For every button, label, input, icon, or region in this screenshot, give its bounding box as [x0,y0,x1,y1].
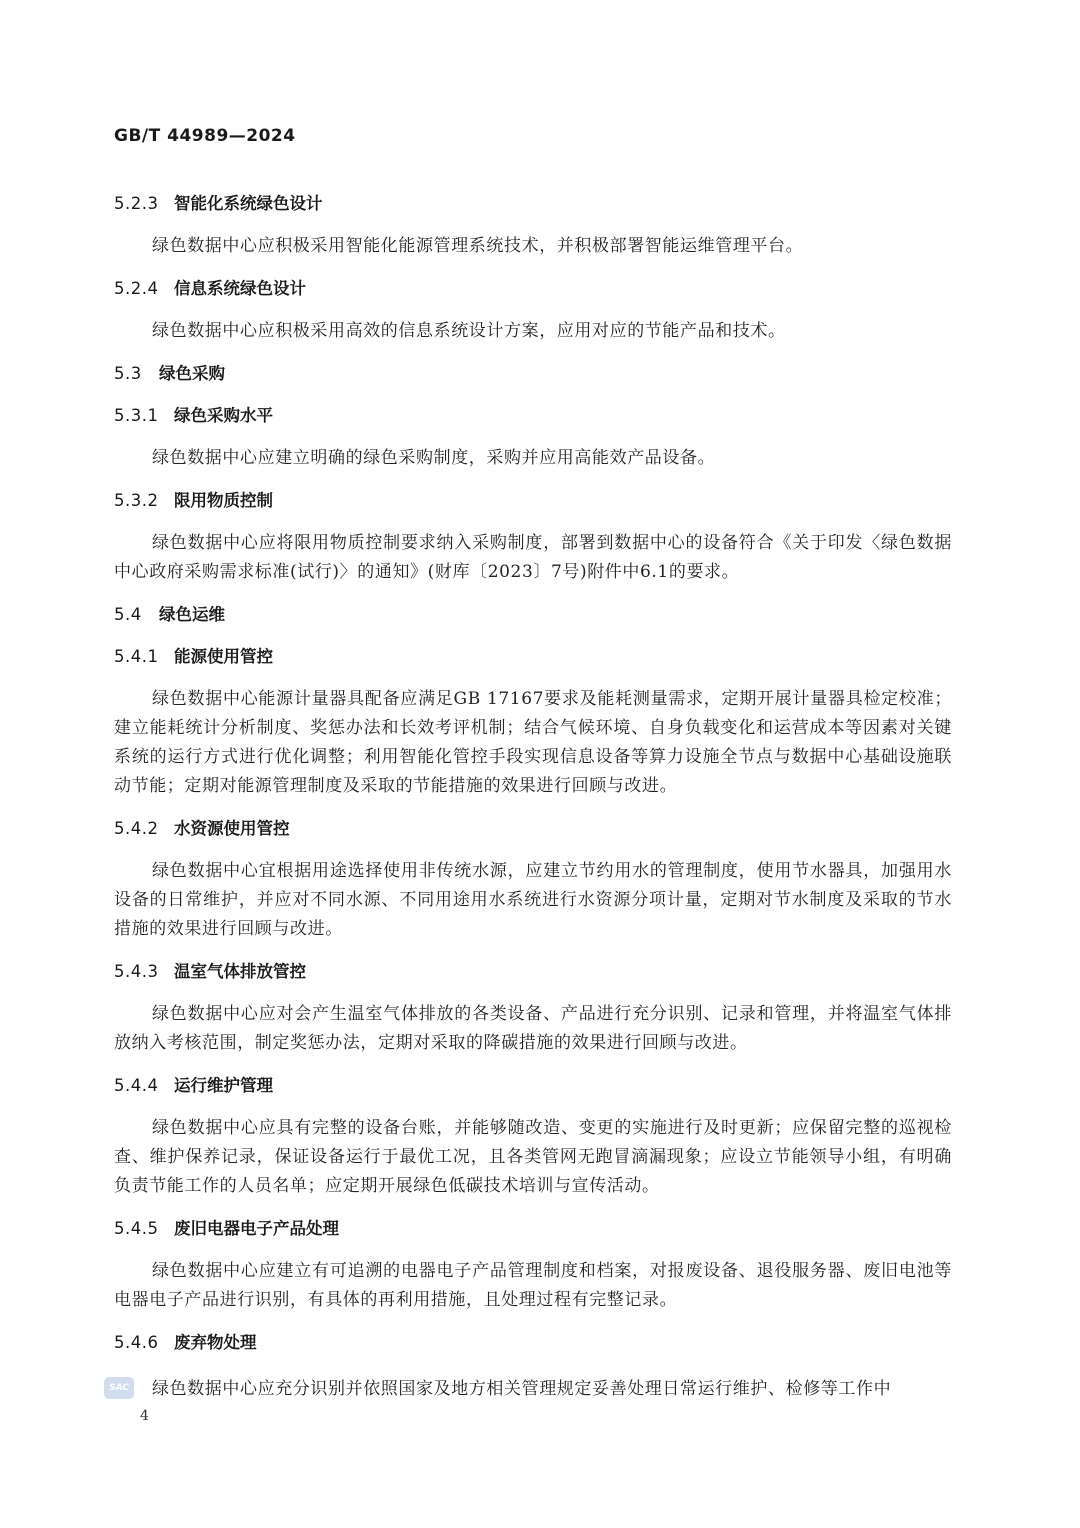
section-number: 5.4.3 [114,962,159,981]
heading-5-3-2 [114,487,952,515]
section-title: 信息系统绿色设计 [174,279,306,298]
paragraph-5-4-3: 绿色数据中心应对会产生温室气体排放的各类设备、产品进行充分识别、记录和管理，并将温室气体排放纳入考核范围，制定奖惩办法，定期对采取的降碳措施的效果进行回顾与改进。 [114,1004,952,1053]
sac-logo-icon: SAC [104,1377,134,1399]
section-number: 5.4 [114,605,142,624]
heading-5-4-6 [114,1329,952,1357]
paragraph-5-4-5: 绿色数据中心应建立有可追溯的电器电子产品管理制度和档案，对报废设备、退役服务器、废旧电池等电器电子产品进行识别，有具体的再利用措施，且处理过程有完整记录。 [114,1261,952,1310]
section-title: 智能化系统绿色设计 [174,194,323,213]
section-number: 5.2.4 [114,279,159,298]
section-title: 能源使用管控 [174,647,273,666]
section-title: 绿色运维 [159,605,225,624]
paragraph-5-4-2: 绿色数据中心宜根据用途选择使用非传统水源，应建立节约用水的管理制度，使用节水器具，加强用水设备的日常维护，并应对不同水源、不同用途用水系统进行水资源分项计量，定期对节水制度及采取的节水措施的效果进行回顾与改进。 [114,861,952,939]
section-title: 废弃物处理 [174,1333,257,1352]
paragraph-5-3-1: 绿色数据中心应建立明确的绿色采购制度，采购并应用高能效产品设备。 [152,448,716,468]
section-number: 5.3 [114,364,142,383]
document-body [114,190,952,1371]
heading-5-4-3 [114,958,952,986]
paragraph-5-4-1: 绿色数据中心能源计量器具配备应满足GB 17167要求及能耗测量需求，定期开展计量器具检定校准；建立能耗统计分析制度、奖惩办法和长效考评机制；结合气候环境、自身负载变化和运营成本等因素对关键系统的运行方式进行优化调整；利用智能化管控手段实现信息设备等算力设施全节点与数据中心基础设施联动节能；定期对能源管理制度及采取的节能措施的效果进行回顾与改进。 [114,689,952,796]
document-code: GB/T 44989—2024 [114,126,296,146]
section-number: 5.3.2 [114,491,159,510]
section-title: 绿色采购 [159,364,225,383]
heading-5-4-2 [114,815,952,843]
section-number: 5.4.1 [114,647,159,666]
paragraph-5-4-4: 绿色数据中心应具有完整的设备台账，并能够随改造、变更的实施进行及时更新；应保留完整的巡视检查、维护保养记录，保证设备运行于最优工况，且各类管网无跑冒滴漏现象；应设立节能领导小组，有明确负责节能工作的人员名单；应定期开展绿色低碳技术培训与宣传活动。 [114,1118,952,1196]
heading-5-4-4 [114,1072,952,1100]
paragraph-5-3-2: 绿色数据中心应将限用物质控制要求纳入采购制度，部署到数据中心的设备符合《关于印发〈绿色数据中心政府采购需求标准(试行)〉的通知》(财库〔2023〕7号)附件中6.1的要求。 [114,533,952,582]
section-number: 5.4.5 [114,1219,159,1238]
section-title: 温室气体排放管控 [174,962,306,981]
section-number: 5.4.4 [114,1076,159,1095]
paragraph-5-2-3: 绿色数据中心应积极采用智能化能源管理系统技术，并积极部署智能运维管理平台。 [152,236,804,256]
section-number: 5.4.6 [114,1333,159,1352]
section-title: 限用物质控制 [174,491,273,510]
section-title: 运行维护管理 [174,1076,273,1095]
heading-5-2-3 [114,190,952,218]
section-title: 绿色采购水平 [174,406,273,425]
paragraph-5-2-4: 绿色数据中心应积极采用高效的信息系统设计方案，应用对应的节能产品和技术。 [152,321,786,341]
paragraph-5-4-6: 绿色数据中心应充分识别并依照国家及地方相关管理规定妥善处理日常运行维护、检修等工作中 [152,1379,892,1399]
section-title: 水资源使用管控 [174,819,290,838]
heading-5-3 [114,360,952,388]
heading-5-2-4 [114,275,952,303]
heading-5-3-1 [114,402,952,430]
section-number: 5.4.2 [114,819,159,838]
heading-5-4 [114,601,952,629]
heading-5-4-1 [114,643,952,671]
section-number: 5.3.1 [114,406,159,425]
section-number: 5.2.3 [114,194,159,213]
heading-5-4-5 [114,1215,952,1243]
section-title: 废旧电器电子产品处理 [174,1219,339,1238]
page-number: 4 [140,1408,149,1424]
